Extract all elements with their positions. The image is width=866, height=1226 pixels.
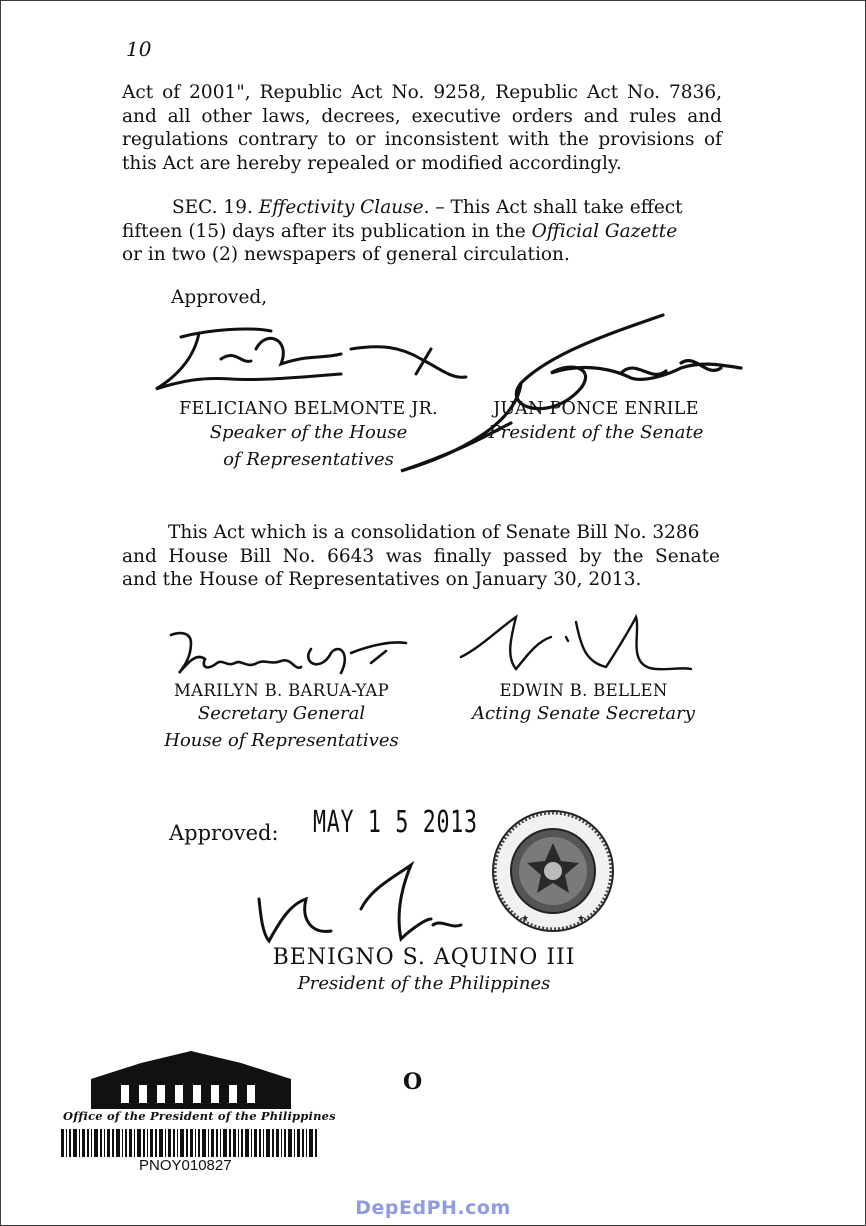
signatory-title: President of the Senate: [488, 422, 704, 443]
presidential-seal-icon: [491, 809, 615, 933]
paragraph-line: Act of 2001", Republic Act No. 9258, Republic Act No. 7836,: [122, 82, 722, 103]
paragraph-text: fifteen (15) days after its publication in the: [122, 220, 532, 242]
svg-text:★: ★: [521, 914, 530, 924]
paragraph-line: regulations contrary to or inconsistent with the provisions of: [122, 129, 722, 150]
signatory-title: House of Representatives: [164, 730, 399, 751]
secretary-general-signatory: [149, 681, 414, 754]
paragraph-line: and the House of Representatives on January 30, 2013.: [122, 569, 642, 590]
office-label: Office of the President of the Philippines: [63, 1109, 336, 1123]
paragraph-line: this Act are hereby repealed or modified accordingly.: [122, 152, 622, 174]
signatory-name: EDWIN B. BELLEN: [499, 681, 668, 700]
signatory-title: Secretary General: [197, 703, 366, 724]
signatory-name: FELICIANO BELMONTE JR.: [179, 399, 438, 419]
aquino-signature: [251, 859, 481, 949]
senate-secretary-signatory: [471, 681, 696, 727]
barcode-number: PNOY010827: [139, 1157, 232, 1174]
approval-date-stamp: MAY 1 5 2013: [313, 805, 478, 840]
paragraph-line: This Act which is a consolidation of Senate Bill No. 3286: [168, 522, 700, 543]
paragraph-line: and House Bill No. 6643 was finally passed by the Senate: [122, 545, 720, 567]
malacanang-barcode-icon: [61, 1049, 323, 1157]
signatory-title: Speaker of the House: [209, 422, 408, 443]
president-signatory: [241, 945, 607, 997]
signatory-title: President of the Philippines: [297, 973, 551, 994]
signatory-title: Acting Senate Secretary: [472, 703, 695, 724]
passage-paragraph: [122, 521, 720, 592]
paragraph-line: or in two (2) newspapers of general circulation.: [122, 244, 570, 265]
section-heading: Effectivity Clause.: [258, 197, 430, 218]
signatory-name: MARILYN B. BARUA-YAP: [173, 681, 389, 700]
signatory-name: JUAN PONCE ENRILE: [493, 399, 699, 419]
bellen-signature: [456, 607, 696, 679]
footer-brand: DepEdPH.com: [355, 1197, 511, 1219]
effectivity-paragraph: [122, 196, 722, 267]
approved-label: Approved,: [171, 287, 268, 308]
paragraph-line: [122, 196, 722, 220]
paragraph-line: and all other laws, decrees, executive orders and rules and: [122, 105, 722, 127]
approved-label: Approved:: [169, 821, 279, 845]
signatory-name: BENIGNO S. AQUINO III: [272, 945, 576, 970]
page-number: 10: [126, 37, 152, 61]
section-text: – This Act shall take effect: [429, 197, 683, 218]
section-number: SEC. 19.: [172, 197, 253, 218]
gazette-italic: Official Gazette: [531, 220, 678, 242]
signatory-title: of Representatives: [223, 449, 394, 470]
svg-text:★: ★: [577, 914, 586, 924]
paragraph-line: [122, 220, 722, 244]
circle-mark: O: [403, 1069, 423, 1095]
repeal-paragraph: [122, 81, 722, 175]
senate-president-signatory: [471, 399, 721, 446]
speaker-signatory: [151, 399, 466, 473]
